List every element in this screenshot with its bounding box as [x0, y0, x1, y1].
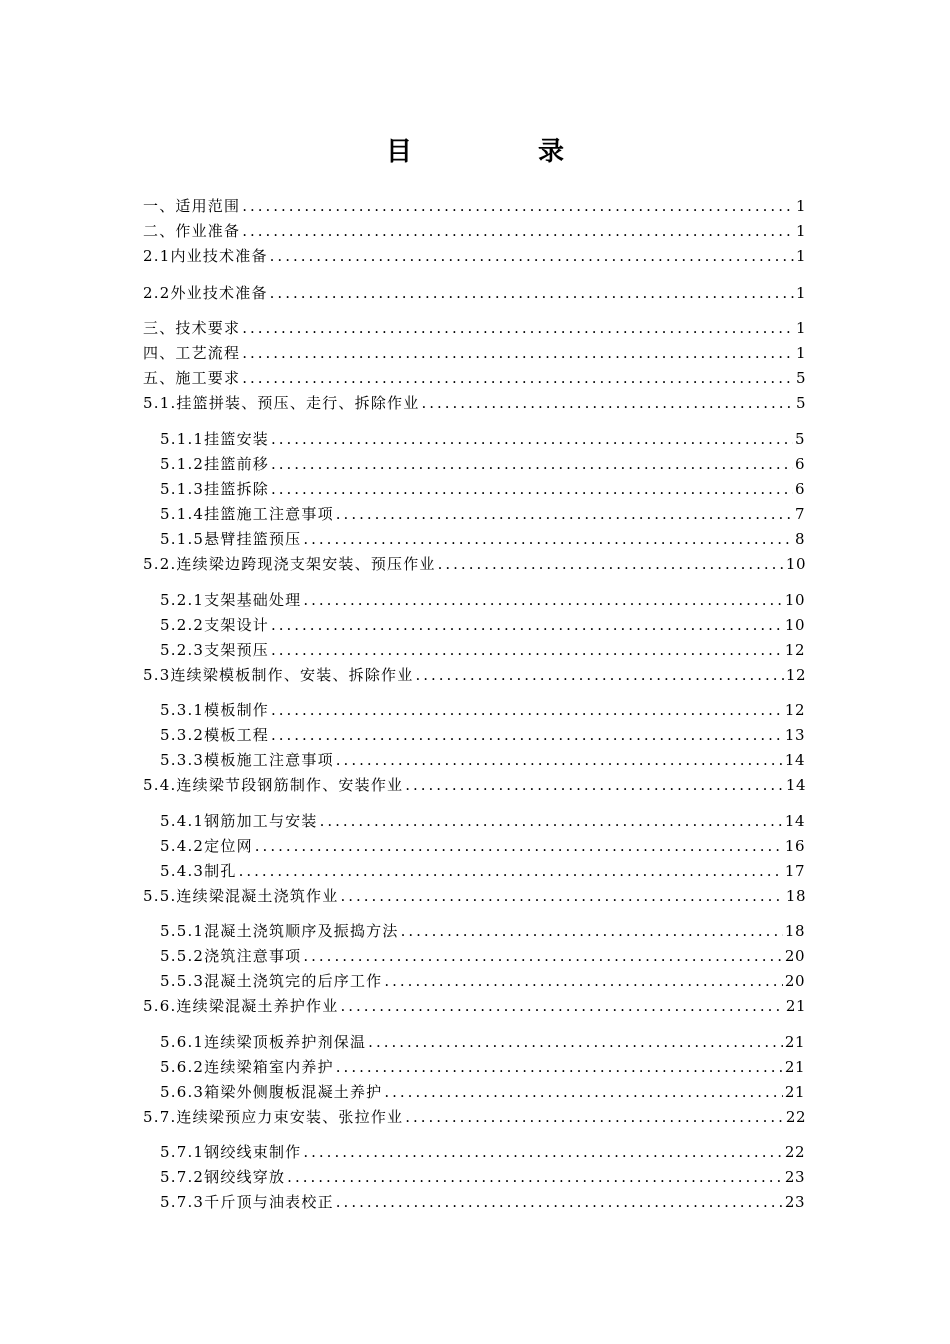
toc-leader-dots	[336, 749, 783, 771]
toc-entry[interactable]	[160, 1141, 805, 1163]
toc-leader-dots	[336, 1056, 783, 1078]
toc-entry-label: 5.4.2定位网	[160, 837, 253, 855]
toc-leader-dots	[271, 478, 793, 500]
toc-leader-dots	[401, 920, 783, 942]
toc-entry-page-number: 1	[795, 284, 806, 302]
toc-entry[interactable]	[143, 195, 806, 217]
toc-entry-page-number: 8	[794, 530, 805, 548]
toc-entry-page-number: 12	[784, 641, 805, 659]
toc-entry[interactable]	[160, 945, 805, 967]
toc-entry-label: 5.1.4挂篮施工注意事项	[160, 505, 334, 523]
toc-entry-label: 5.4.1钢筋加工与安装	[160, 812, 318, 830]
toc-entry-label: 5.1.挂篮拼装、预压、走行、拆除作业	[143, 394, 420, 412]
toc-entry[interactable]	[143, 392, 806, 414]
toc-entry-label: 5.5.2浇筑注意事项	[160, 947, 302, 965]
toc-leader-dots	[303, 528, 793, 550]
toc-entry-page-number: 20	[784, 972, 805, 990]
toc-entry[interactable]	[143, 664, 806, 686]
toc-entry[interactable]	[160, 749, 805, 771]
toc-entry-page-number: 23	[784, 1168, 805, 1186]
toc-entry-label: 5.1.5悬臂挂篮预压	[160, 530, 302, 548]
toc-entry[interactable]	[143, 1106, 806, 1128]
toc-entry[interactable]	[160, 1166, 805, 1188]
toc-entry-label: 5.3.1模板制作	[160, 701, 269, 719]
toc-entry[interactable]	[160, 860, 805, 882]
toc-entry-label: 一、适用范围	[143, 197, 241, 215]
toc-entry-label: 5.3.2模板工程	[160, 726, 269, 744]
toc-leader-dots	[270, 282, 794, 304]
toc-entry[interactable]	[143, 885, 806, 907]
toc-leader-dots	[336, 1191, 783, 1213]
toc-entry-label: 5.2.1支架基础处理	[160, 591, 302, 609]
toc-entry-label: 5.2.2支架设计	[160, 616, 269, 634]
toc-entry[interactable]	[160, 453, 805, 475]
toc-leader-dots	[415, 664, 783, 686]
toc-entry-page-number: 10	[785, 555, 806, 573]
toc-entry[interactable]	[160, 699, 805, 721]
toc-entry-label: 5.6.1连续梁顶板养护剂保温	[160, 1033, 367, 1051]
toc-leader-dots	[242, 317, 794, 339]
toc-entry-page-number: 14	[785, 776, 806, 794]
toc-leader-dots	[438, 553, 784, 575]
toc-entry-label: 5.6.2连续梁箱室内养护	[160, 1058, 334, 1076]
toc-entry-label: 四、工艺流程	[143, 344, 241, 362]
toc-entry[interactable]	[160, 1081, 805, 1103]
toc-entry[interactable]	[143, 367, 806, 389]
toc-leader-dots	[340, 995, 783, 1017]
toc-entry[interactable]	[143, 342, 806, 364]
toc-entry-label: 5.6.3箱梁外侧腹板混凝土养护	[160, 1083, 383, 1101]
toc-entry-label: 5.6.连续梁混凝土养护作业	[143, 997, 339, 1015]
toc-entry[interactable]	[160, 810, 805, 832]
toc-leader-dots	[405, 1106, 784, 1128]
toc-leader-dots	[405, 774, 784, 796]
toc-entry-label: 5.7.连续梁预应力束安装、张拉作业	[143, 1108, 404, 1126]
toc-leader-dots	[336, 503, 793, 525]
toc-entry-page-number: 1	[795, 247, 806, 265]
toc-entry-page-number: 1	[795, 197, 806, 215]
toc-entry-label: 2.2外业技术准备	[143, 284, 268, 302]
toc-entry[interactable]	[160, 639, 805, 661]
toc-entry[interactable]	[143, 282, 806, 304]
toc-entry[interactable]	[160, 724, 805, 746]
toc-entry-label: 5.4.连续梁节段钢筋制作、安装作业	[143, 776, 404, 794]
toc-leader-dots	[271, 428, 793, 450]
toc-entry[interactable]	[160, 1191, 805, 1213]
toc-leader-dots	[271, 699, 783, 721]
toc-leader-dots	[242, 367, 794, 389]
toc-entry[interactable]	[143, 553, 806, 575]
toc-title: 目 录	[385, 137, 614, 167]
toc-entry[interactable]	[143, 220, 806, 242]
toc-entry-page-number: 14	[784, 812, 805, 830]
toc-entry[interactable]	[160, 528, 805, 550]
toc-leader-dots	[368, 1031, 783, 1053]
toc-entry-page-number: 5	[795, 394, 806, 412]
toc-entry[interactable]	[143, 995, 806, 1017]
toc-leader-dots	[271, 614, 783, 636]
toc-entry-page-number: 1	[795, 319, 806, 337]
toc-entry-page-number: 12	[785, 666, 806, 684]
toc-leader-dots	[303, 589, 783, 611]
toc-entry-label: 5.5.连续梁混凝土浇筑作业	[143, 887, 339, 905]
toc-entry[interactable]	[160, 1031, 805, 1053]
toc-entry-page-number: 10	[784, 591, 805, 609]
toc-entry[interactable]	[160, 1056, 805, 1078]
toc-entry-label: 2.1内业技术准备	[143, 247, 268, 265]
toc-entry-page-number: 20	[784, 947, 805, 965]
toc-entry-label: 5.3.3模板施工注意事项	[160, 751, 334, 769]
toc-entry-label: 5.4.3制孔	[160, 862, 237, 880]
toc-entry[interactable]	[160, 428, 805, 450]
toc-entry-page-number: 21	[785, 997, 806, 1015]
toc-entry-label: 5.2.3支架预压	[160, 641, 269, 659]
toc-entry-label: 5.2.连续梁边跨现浇支架安装、预压作业	[143, 555, 436, 573]
toc-entry-label: 5.7.1钢绞线束制作	[160, 1143, 302, 1161]
toc-entry[interactable]	[160, 970, 805, 992]
toc-leader-dots	[340, 885, 783, 907]
toc-entry-label: 五、施工要求	[143, 369, 241, 387]
toc-entry-page-number: 6	[794, 480, 805, 498]
toc-entry-page-number: 23	[784, 1193, 805, 1211]
toc-leader-dots	[242, 342, 794, 364]
toc-leader-dots	[271, 453, 793, 475]
toc-entry-page-number: 18	[785, 887, 806, 905]
toc-entry-label: 5.1.3挂篮拆除	[160, 480, 269, 498]
toc-leader-dots	[242, 220, 794, 242]
toc-leader-dots	[384, 1081, 783, 1103]
toc-entry-page-number: 21	[784, 1033, 805, 1051]
toc-entry-page-number: 21	[784, 1058, 805, 1076]
toc-entry[interactable]	[143, 774, 806, 796]
toc-entry-label: 三、技术要求	[143, 319, 241, 337]
toc-entry-page-number: 18	[784, 922, 805, 940]
toc-leader-dots	[287, 1166, 783, 1188]
toc-entry-page-number: 10	[784, 616, 805, 634]
toc-entry-page-number: 21	[784, 1083, 805, 1101]
toc-entry-page-number: 16	[784, 837, 805, 855]
toc-leader-dots	[255, 835, 783, 857]
toc-entry-page-number: 1	[795, 222, 806, 240]
toc-entry-label: 5.5.3混凝土浇筑完的后序工作	[160, 972, 383, 990]
toc-entry-page-number: 1	[795, 344, 806, 362]
toc-entry[interactable]	[160, 614, 805, 636]
toc-entry[interactable]	[160, 835, 805, 857]
toc-leader-dots	[239, 860, 783, 882]
toc-leader-dots	[271, 639, 783, 661]
toc-entry-label: 5.1.1挂篮安装	[160, 430, 269, 448]
toc-entry-label: 5.7.2钢绞线穿放	[160, 1168, 286, 1186]
toc-entry[interactable]	[160, 920, 805, 942]
toc-entry-page-number: 22	[784, 1143, 805, 1161]
toc-entry-page-number: 7	[794, 505, 805, 523]
toc-entry-page-number: 13	[784, 726, 805, 744]
toc-entry-label: 5.5.1混凝土浇筑顺序及振捣方法	[160, 922, 399, 940]
toc-leader-dots	[320, 810, 783, 832]
toc-entry[interactable]	[160, 589, 805, 611]
toc-entry[interactable]	[160, 503, 805, 525]
toc-leader-dots	[303, 1141, 783, 1163]
toc-entry-page-number: 22	[785, 1108, 806, 1126]
toc-entry-page-number: 5	[794, 430, 805, 448]
toc-leader-dots	[242, 195, 794, 217]
toc-entry[interactable]	[160, 478, 805, 500]
toc-leader-dots	[421, 392, 794, 414]
toc-leader-dots	[270, 245, 794, 267]
toc-entry-label: 二、作业准备	[143, 222, 241, 240]
toc-entry-page-number: 6	[794, 455, 805, 473]
toc-entry-label: 5.1.2挂篮前移	[160, 455, 269, 473]
toc-leader-dots	[384, 970, 783, 992]
toc-entry-page-number: 17	[784, 862, 805, 880]
toc-entry-page-number: 12	[784, 701, 805, 719]
toc-entry-page-number: 5	[795, 369, 806, 387]
toc-entry[interactable]	[143, 245, 806, 267]
toc-entry-page-number: 14	[784, 751, 805, 769]
toc-leader-dots	[271, 724, 783, 746]
toc-entry-label: 5.7.3千斤顶与油表校正	[160, 1193, 334, 1211]
toc-entry-label: 5.3连续梁模板制作、安装、拆除作业	[143, 666, 414, 684]
toc-entry[interactable]	[143, 317, 806, 339]
toc-leader-dots	[303, 945, 783, 967]
